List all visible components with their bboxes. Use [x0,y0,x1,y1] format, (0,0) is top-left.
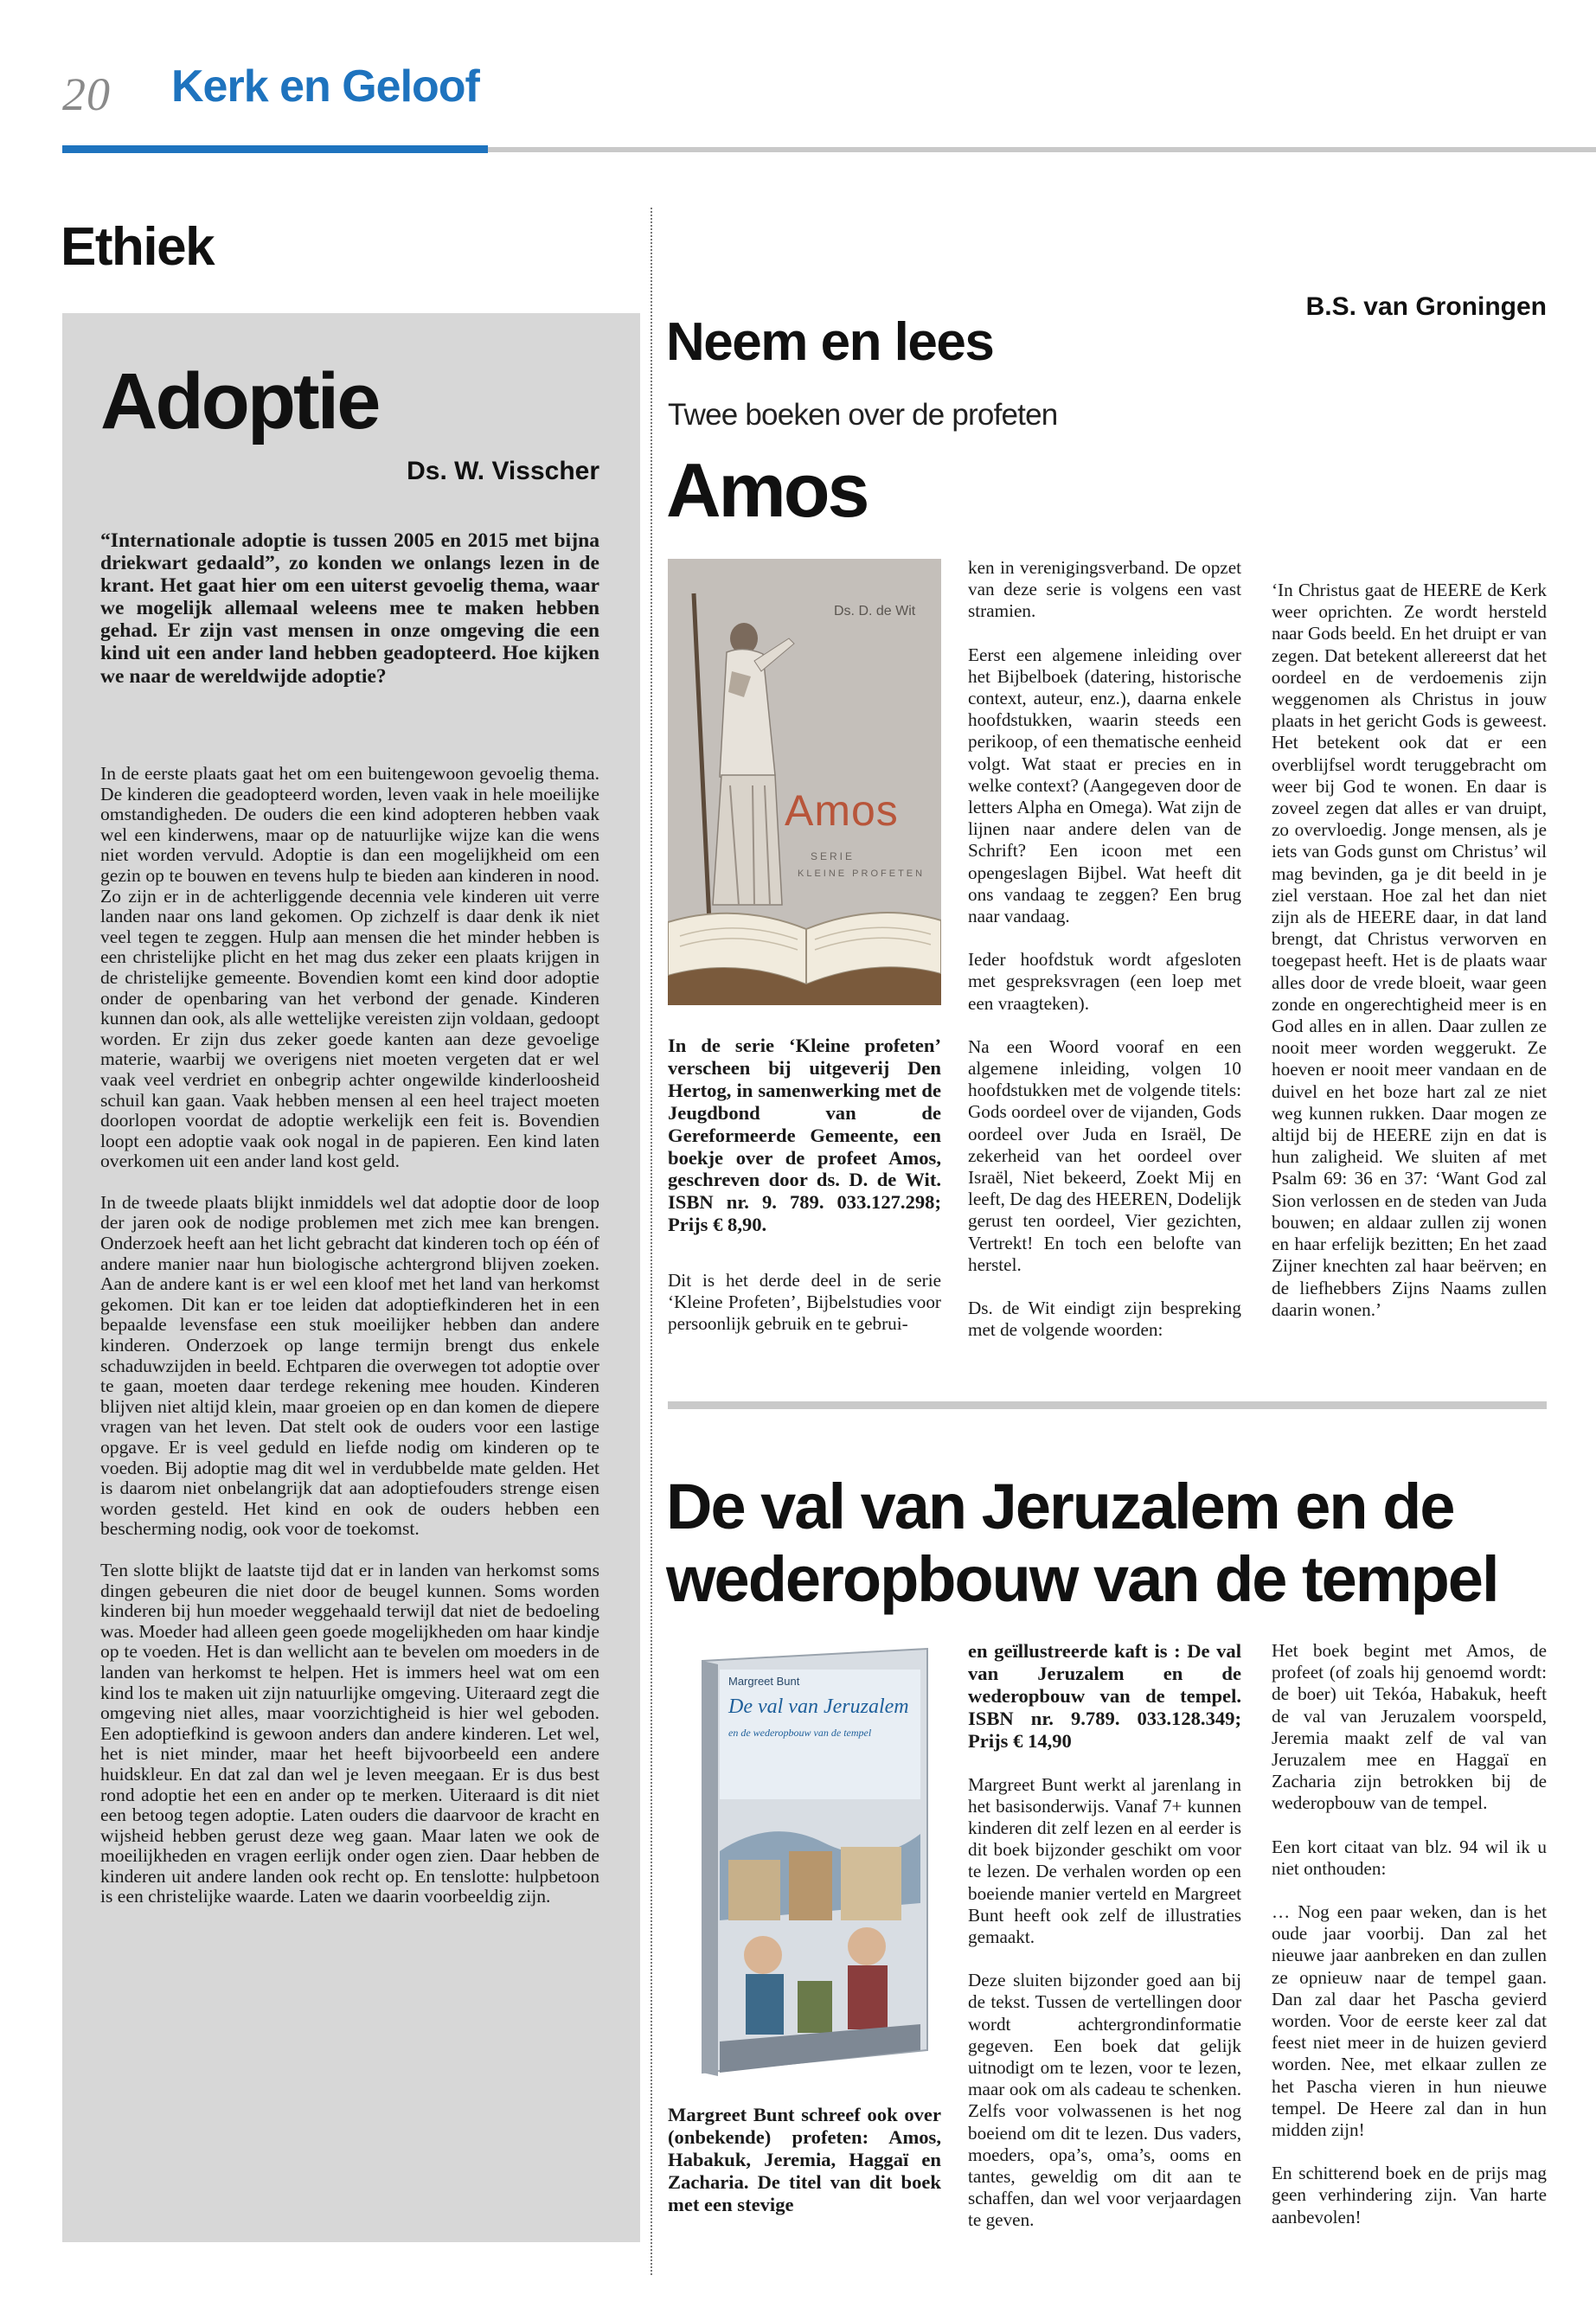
amos-book-cover [668,559,941,1005]
rubric-ethiek: Ethiek [61,217,215,277]
amos-column-2 [968,557,1241,1363]
adoptie-author: Ds. W. Visscher [407,457,599,485]
val-paragraph: En schitterend boek en de prijs mag geen verhindering zijn. Van harte aanbevolen! [1272,2163,1547,2227]
reviewer-author: B.S. van Groningen [1305,292,1547,321]
rubric-neem-en-lees: Neem en lees [666,312,994,372]
amos-cover-illustration [668,559,941,1005]
amos-cover-series-name: KLEINE PROFETEN [798,868,926,879]
amos-paragraph: Ieder hoofdstuk wordt afgesloten met gespreksvragen (een loep met een vraagteken). [968,949,1241,1014]
amos-paragraph: Ds. de Wit eindigt zijn bespreking met de volgende woorden: [968,1298,1241,1341]
val-cover-title: De val van Jeruzalem [728,1695,909,1718]
amos-paragraph: Eerst een algemene inleiding over het Bijbelboek (datering, historische context, auteur, enz.), daarna enkele hoofdstukken, waarin steeds een perikoop, of een thematische eenheid volgt. Wat staat er precies en in welke context? (Aangegeven door de letters Alpha en Omega). Wat zijn de lijnen naar andere delen van de Schrift? Een icoon met een opengeslagen Bijbel. Wat heeft dit ons vandaag te zeggen? Een brug naar vandaag. [968,644,1241,927]
val-paragraph: Deze sluiten bijzonder goed aan bij de tekst. Tussen de vertellingen door wordt achtergrondinformatie gegeven. Een boek dat gelijk uitnodigt om te lezen, voor te lezen, maar ook om als cadeau te schenken. Zelfs voor volwassenen is het nog boeiend om dit te lezen. Dus vaders, moeders, opa’s, oma’s, ooms en tantes, geweldig om dit aan te schaffen, dan wel voor verjaardagen te geven. [968,1970,1241,2231]
val-col2-lead: en geïllustreerde kaft is : De val van Jeruzalem en de wederopbouw van de tempel. ISBN nr. 9.789. 033.128.349; Prijs € 14,90 [968,1640,1241,1752]
val-paragraph: … Nog een paar weken, dan is het oude jaar voorbij. Dan zal het nieuwe jaar aanbreken en dan zullen ze opnieuw naar de tempel gaan. Dan zal daar het Pascha gevierd worden. Voor de eerste keer zal dat feest niet meer in de huizen gevierd worden. Nee, met elkaar zullen ze het Pascha vieren in hun nieuwe tempel. De Heere zal dan in hun midden zijn! [1272,1901,1547,2141]
adoptie-paragraph: Ten slotte blijkt de laatste tijd dat er in landen van herkomst soms dingen gebeuren die niet door de beugel kunnen. Soms worden kinderen bij hun moeder weggehaald terwijl dat niet de bedoeling was. Moeder had alleen geen goede mogelijkheden om haar kindje op te voeden. Het is dan wellicht aan te bevelen om moeders in de landen van herkomst te helpen. Het is immers heel wat om een kind los te maken uit zijn natuurlijke omgeving. Uiteraard zegt die omgeving niet alles, maar voorzichtigheid is hier wel geboden. Een adoptiefkind is gewoon anders dan andere kinderen. Let wel, het is niet minder, maar het heeft bijvoorbeeld een andere huidskleur. En dat zal dan wel je leven meegaan. Er is dus best rond adoptie het een en ander op te merken. Uiteraard is dit niet een betoog tegen adoptie. Laten ouders die daarvoor de kracht en wijsheid hebben gerust deze weg gaan. Maar laten we ook de moeilijkheden en vragen eerlijk onder ogen zien. Daar hebben de kinderen uit andere landen ook recht op. En tenslotte: hulpbetoon is een christelijke waarde. Laten we daarin voorbeeldig zijn. [100,1559,599,1907]
header-rule [488,147,1596,152]
page-number: 20 [62,68,111,120]
val-cover-subtitle: en de wederopbouw van de tempel [728,1727,872,1739]
val-cover-author: Margreet Bunt [728,1675,800,1688]
amos-paragraph: Na een Woord vooraf en een algemene inleiding, volgen 10 hoofdstukken met de volgende titels: Gods oordeel over de vijanden, Gods oordeel over Juda en Israël, De zekerheid van het oordeel over Israël, Niet bekeerd, Zoekt Mij en leeft, De dag des HEEREN, Dodelijk gerust ten oordeel, Vier gezichten, Vertrekt! En toch een belofte van herstel. [968,1035,1241,1275]
amos-paragraph: ken in verenigingsverband. De opzet van deze serie is volgens een vast stramien. [968,557,1241,622]
column-divider [651,208,652,2275]
adoptie-body [100,764,599,1928]
val-paragraph: Het boek begint met Amos, de profeet (of zoals hij genoemd wordt: de boer) uit Tekóa, Habakuk, heeft de val van Jeruzalem voorspeld, Jeremia maakt zelf de val van Jeruzalem mee en Haggaï en Zacharia zijn betrokken bij de wederopbouw van de tempel. [1272,1640,1547,1814]
amos-caption: In de serie ‘Kleine profeten’ verscheen bij uitgeverij Den Hertog, in samenwerking met de Jeugdbond van de Gereformeerde Gemeente, een boekje over de profeet Amos, geschreven door ds. D. de Wit. ISBN nr. 9. 789. 033.127.298; Prijs € 8,90. [668,1035,941,1236]
amos-col1-text: Dit is het derde deel in de serie ‘Kleine Profeten’, Bijbelstudies voor persoonlijk gebruik en te gebrui- [668,1270,941,1335]
amos-cover-author: Ds. D. de Wit [834,604,916,619]
header-rule-accent [62,145,488,153]
val-caption: Margreet Bunt schreef ook over (onbekende) profeten: Amos, Habakuk, Jeremia, Haggaï en Zacharia. De titel van dit boek met een stevige [668,2104,941,2215]
amos-cover-title: Amos [785,786,899,835]
val-column-2 [968,1640,1241,2253]
val-paragraph: Een kort citaat van blz. 94 wil ik u niet onthouden: [1272,1836,1547,1879]
adoptie-paragraph: In de eerste plaats gaat het om een buitengewoon gevoelig thema. De kinderen die geadopteerd worden, leven vaak in hele moeilijke omstandigheden. De ouders die een kind adopteren hebben vaak wel een kinderwens, maar op de natuurlijke wijze kan die wens niet worden vervuld. Adoptie is dan een mogelijkheid om een gezin op te bouwen en tevens hulp te bieden aan kinderen in nood. Zo zijn er in de achterliggende decennia vele kinderen uit verre landen naar ons land gekomen. Op zichzelf is daar denk ik niet veel tegen te zeggen. Hulp aan mensen die het minder hebben is een christelijke plicht en het mag dus zeker een plaats krijgen in de christelijke gemeente. Bovendien komt een kind door adoptie onder de openbaring van het verbond der genade. Kinderen kunnen dan ook, als alle wettelijke vereisten zijn voldaan, gedoopt worden. Er zijn dus zeker goede kanten aan deze gevoelige materie, waarbij we overigens niet moeten vergeten dat er wel vaak veel verdriet en onbegrip achter ongewilde kinderloosheid schuil kan gaan. Vaak hebben mensen al een heel traject moeten doorlopen voordat de adoptie werkelijk een feit is. Bovendien loopt een adoptie vaak ook nogal in de papieren. Een kind laten overkomen uit een ander land kost geld. [100,763,599,1172]
adoptie-title: Adoptie [100,357,379,445]
amos-cover-serie: SERIE [811,850,856,862]
amos-quote: ‘In Christus gaat de HEERE de Kerk weer oprichten. Ze wordt hersteld naar Gods beeld. En het druipt er van zegen. Dat betekent allereerst dat het oordeel en de verdoemenis zijn weggenomen als Christus in jouw plaats in het gericht Gods is geweest. Het betekent ook dat er een overblijfsel wordt teruggebracht om weer bij God te wonen. En daar is zoveel zegen dat alles er van druipt, zo overvloedig. Jonge mensen, als je iets van Gods gunst om Christus’ wil mag bevinden, ga je dit beeld in je ziel verstaan. Hoe zal het dan niet zijn als de HEERE daar, in dat land brengt, dat Christus verworven en toegepast heeft. Het is de plaats waar alles door de vrede bloeit, waar geen zonde en ongerechtigheid meer is en God alles en in allen. Daar zullen ze nooit meer worden weggerukt. Ze hoeven er nooit meer vandaan en de duivel en het boze hart zal ze niet weg kunnen rukken. Daar mogen ze altijd bij de HEERE zijn en dat is hun zaligheid. We sluiten af met Psalm 69: 36 en 37: ‘Want God zal Sion verlossen en de steden van Juda bouwen; en aldaar zullen zij wonen en haar erfelijk bezitten; En het zaad Zijner knechten zal haar beërven; en de liefhebbers Zijns Naams zullen daarin wonen.’ [1272,580,1547,1320]
amos-column-3 [1272,580,1547,1343]
val-paragraph: Margreet Bunt werkt al jarenlang in het basisonderwijs. Vanaf 7+ kunnen kinderen dit zelf lezen en al eerder is dit boek bijzonder geschikt om voor te lezen. De verhalen worden op een boeiende manier verteld en Margreet Bunt heeft ook zelf de illustraties gemaakt. [968,1773,1241,1947]
val-title: De val van Jeruzalem en de wederopbouw van de tempel [666,1471,1498,1615]
adoptie-lead: “Internationale adoptie is tussen 2005 en 2015 met bijna driekwart gedaald”, zo konden we onlangs lezen in de krant. Het gaat hier om een uiterst gevoelig thema, waar we mogelijk allemaal weleens mee te maken hebben gehad. Er zijn vast mensen in onze omgeving die een kind uit een ander land hebben geadopteerd. Hoe kijken we naar de wereldwijde adoptie? [100,529,599,688]
val-book-cover [668,1644,941,2090]
section-rule [668,1401,1547,1409]
val-column-3 [1272,1640,1547,2250]
section-title: Kerk en Geloof [171,61,479,112]
adoptie-paragraph: In de tweede plaats blijkt inmiddels wel dat adoptie door de loop der jaren ook de nodige problemen met zich mee kan brengen. Onderzoek heeft aan het licht gebracht dat kinderen toch op één of andere manier naar hun biologische achtergrond blijven zoeken. Aan de andere kant is er wel een kloof met het land van herkomst gekomen. Dit kan er toe leiden dat adoptiefkinderen het in een bepaalde levensfase een stuk moeilijker hebben dan andere kinderen. Onderzoek op lange termijn brengt dus enkele schaduwzijden in beeld. Echtparen die overwegen tot adoptie over te gaan, moeten daar terdege rekening mee houden. Kinderen blijven niet altijd klein, maar groeien op en dan komen de diepere vragen van het leven. Dat stelt ook de ouders voor een lastige opgave. Er is veel geduld en liefde nodig om kinderen op te voeden. Bij adoptie mag dit wel in verdubbelde mate gelden. Het is daarom niet onbelangrijk dat aan adoptiefouders strenge eisen worden gesteld. Het kind en ook de ouders hebben een bescherming nodig, ook voor de toekomst. [100,1191,599,1540]
neem-subtitle: Twee boeken over de profeten [668,398,1058,432]
amos-title: Amos [666,447,868,533]
